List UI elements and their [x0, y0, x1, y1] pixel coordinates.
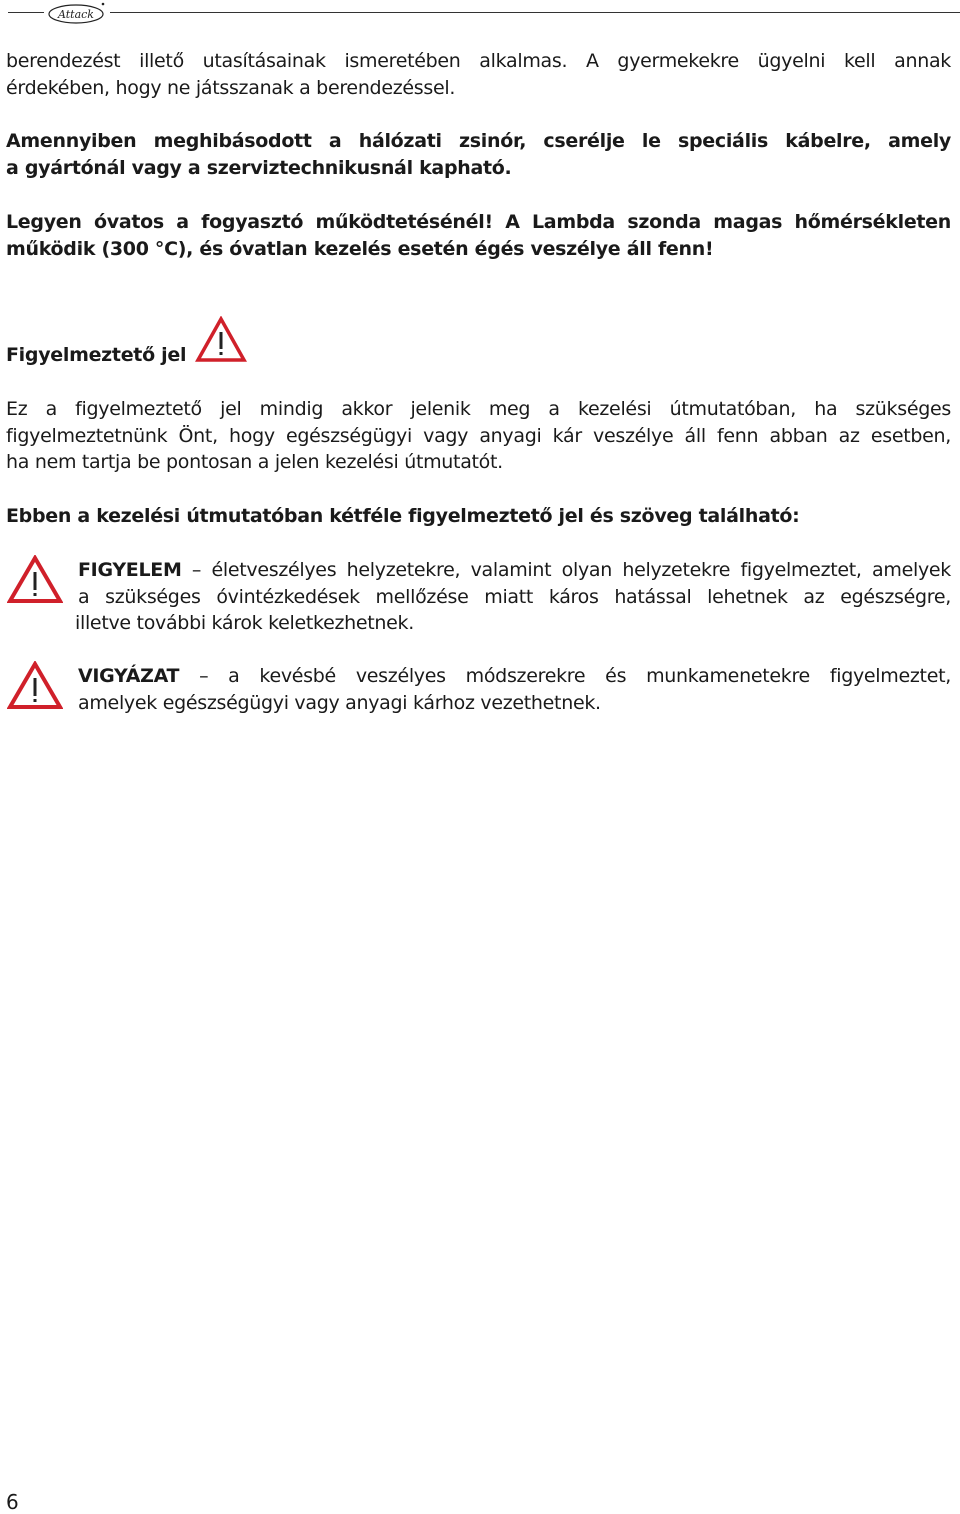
text-line: amelyek egészségügyi vagy anyagi kárhoz vezethetnek.	[78, 692, 601, 714]
page-number: 6	[6, 1490, 19, 1514]
text-line: a gyártónál vagy a szerviztechnikusnál kapható.	[6, 157, 512, 179]
text-line: ha nem tartja be pontosan a jelen kezelési útmutatót.	[6, 451, 503, 473]
attack-logo	[48, 2, 106, 24]
vigyazat-warning-icon	[7, 661, 63, 711]
header-rule-right	[110, 12, 960, 13]
vigyazat-text: – a kevésbé veszélyes módszerekre és munkamenetekre figyelmeztet,	[199, 665, 951, 687]
text-line: figyelmeztetnünk Önt, hogy egészségügyi vagy anyagi kár veszélye áll fenn abban az esetben,	[6, 425, 951, 447]
text-line: Legyen óvatos a fogyasztó működtetésénél! A Lambda szonda magas hőmérsékleten	[6, 211, 951, 233]
text-line: Amennyiben meghibásodott a hálózati zsinór, cserélje le speciális kábelre, amely	[6, 130, 951, 152]
text-line: működik (300 °C), és óvatlan kezelés esetén égés veszélye áll fenn!	[6, 238, 714, 260]
figyelem-label: FIGYELEM	[78, 559, 182, 581]
text-line: érdekében, hogy ne játsszanak a berendezéssel.	[6, 77, 456, 99]
vigyazat-label: VIGYÁZAT	[78, 665, 180, 687]
figyelem-line	[78, 558, 951, 582]
warning-triangle-icon	[195, 316, 247, 364]
warning-heading: Figyelmeztető jel	[6, 344, 187, 366]
vigyazat-line	[78, 664, 951, 688]
figyelem-warning-icon	[7, 555, 63, 605]
header-rule-left	[8, 12, 44, 13]
text-line: berendezést illető utasításainak ismeretében alkalmas. A gyermekekre ügyelni kell annak	[6, 50, 951, 72]
text-line: Ez a figyelmeztető jel mindig akkor jelenik meg a kezelési útmutatóban, ha szükséges	[6, 398, 951, 420]
types-heading: Ebben a kezelési útmutatóban kétféle figyelmeztető jel és szöveg található:	[6, 505, 800, 527]
figyelem-text: – életveszélyes helyzetekre, valamint olyan helyzetekre figyelmeztet, amelyek	[191, 559, 951, 581]
svg-text:Attack: Attack	[58, 8, 94, 21]
text-line: a szükséges óvintézkedések mellőzése miatt káros hatással lehetnek az egészségre,	[78, 586, 951, 608]
text-line: illetve további károk keletkezhetnek.	[75, 612, 414, 634]
